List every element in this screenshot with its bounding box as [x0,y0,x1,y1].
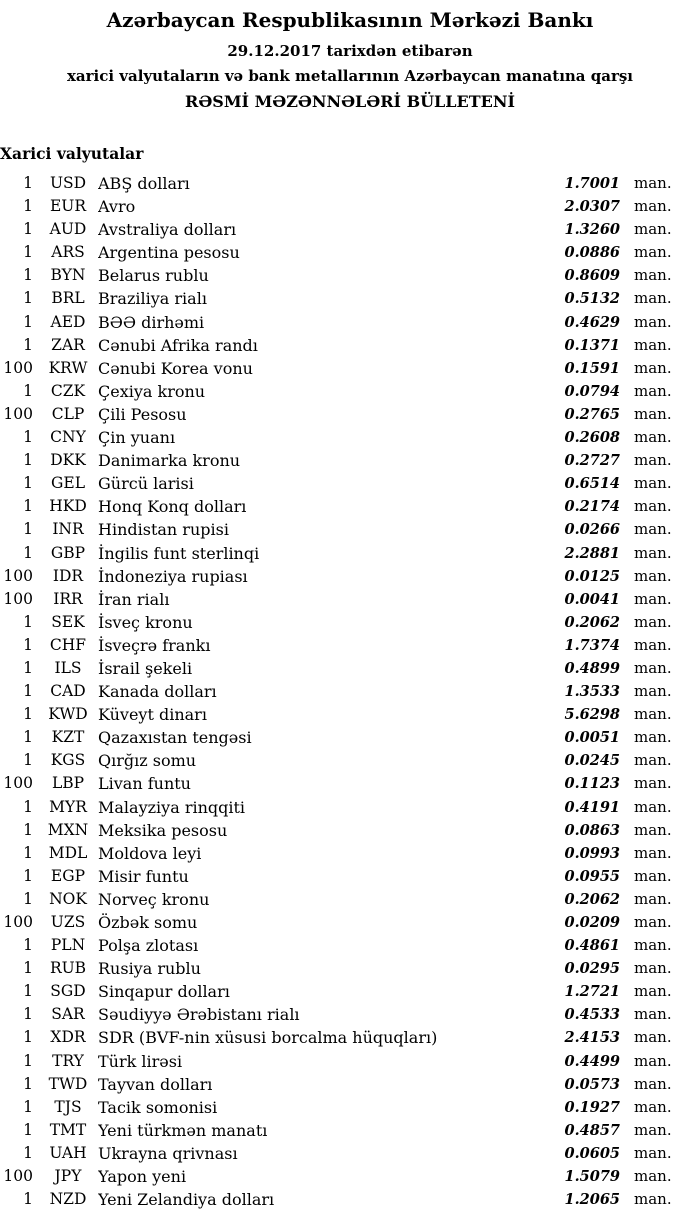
rate-value: 0.0245 [564,752,620,770]
rate-value: 0.2062 [564,613,620,631]
quantity: 1 [23,497,33,516]
quantity: 100 [3,774,33,793]
currency-name: Argentina pesosu [98,243,240,263]
currency-name: Gürcü larisi [98,474,194,494]
currency-code: BYN [50,266,86,285]
quantity: 1 [23,658,33,677]
currency-name: İsveçrə frankı [98,635,211,655]
rate-value: 0.0125 [564,567,620,585]
quantity: 1 [23,451,33,470]
quantity: 100 [3,1167,33,1186]
unit-label: man. [634,866,672,885]
currency-name: Türk lirəsi [98,1051,183,1071]
unit-label: man. [634,543,672,562]
rate-value: 5.6298 [564,706,620,724]
currency-code: GEL [51,474,85,493]
unit-label: man. [634,705,672,724]
quantity: 1 [23,820,33,839]
currency-code: KWD [48,705,88,724]
currency-name: Rusiya rublu [98,959,201,979]
quantity: 1 [23,197,33,216]
quantity: 1 [23,751,33,770]
unit-label: man. [634,220,672,239]
currency-code: AUD [49,220,87,239]
quantity: 100 [3,566,33,585]
currency-name: Qırğız somu [98,751,197,771]
quantity: 1 [23,543,33,562]
unit-label: man. [634,289,672,308]
rate-value: 1.2065 [564,1191,620,1209]
currency-code: HKD [49,497,87,516]
unit-label: man. [634,635,672,654]
rate-value: 0.4861 [564,937,620,955]
unit-label: man. [634,959,672,978]
rate-row [0,611,678,634]
currency-name: SDR (BVF-nin xüsusi borcalma hüquqları) [98,1028,438,1048]
rate-row [0,241,678,264]
rate-row [0,334,678,357]
rate-value: 0.4533 [564,1006,620,1024]
effective-date-line: 29.12.2017 tarixdən etibarən [227,42,473,60]
rate-value: 0.0863 [564,821,620,839]
rate-value: 0.5132 [564,290,620,308]
currency-code: DKK [50,451,86,470]
currency-name: Çexiya kronu [98,381,206,401]
quantity: 1 [23,428,33,447]
currency-name: Çili Pesosu [98,404,187,424]
unit-label: man. [634,1051,672,1070]
currency-code: NOK [49,889,87,908]
quantity: 1 [23,682,33,701]
rate-row [0,195,678,218]
unit-label: man. [634,197,672,216]
currency-code: MXN [47,820,89,839]
currency-name: İngilis funt sterlinqi [98,543,260,563]
rate-value: 0.0993 [564,844,620,862]
currency-code: MYR [49,797,87,816]
currency-code: UAH [49,1143,87,1162]
rate-value: 0.0209 [564,914,620,931]
quantity: 1 [23,1074,33,1093]
currency-name: Norveç kronu [98,889,210,909]
rate-row [0,518,678,541]
quantity: 100 [3,589,33,608]
unit-label: man. [634,820,672,839]
unit-label: man. [634,404,672,423]
quantity: 100 [3,358,33,377]
rate-row [0,657,678,680]
rate-value: 1.3533 [564,683,620,701]
rate-value: 0.0955 [564,867,620,885]
rate-row [0,449,678,472]
rate-value: 0.4499 [564,1052,620,1070]
currency-code: SGD [50,982,86,1001]
quantity: 1 [23,174,33,192]
quantity: 1 [23,705,33,724]
currency-code: XDR [50,1028,86,1047]
quantity: 1 [23,220,33,239]
quantity: 1 [23,335,33,354]
rate-row [0,1165,678,1188]
currency-code: MDL [48,843,88,862]
currency-name: Cənubi Afrika randı [98,335,258,355]
currency-name: Hindistan rupisi [98,520,229,540]
scope-line: xarici valyutaların və bank metallarının Azərbaycan manatına qarşı [66,67,634,85]
rate-value: 0.1591 [564,359,620,377]
rate-value: 0.2608 [564,429,620,447]
currency-name: Danimarka kronu [98,451,241,471]
currency-code: SAR [51,1005,85,1024]
quantity: 1 [23,1028,33,1047]
rate-row [0,865,678,888]
currency-code: NZD [49,1190,87,1209]
currency-name: Yeni Zelandiya dolları [98,1190,275,1210]
currency-code: KZT [51,728,85,747]
currency-name: Tacik somonisi [98,1097,218,1117]
currency-name: İsrail şekeli [98,658,193,678]
rate-row [0,1096,678,1119]
rate-row [0,264,678,287]
quantity: 1 [23,728,33,747]
currency-name: Özbək somu [98,913,198,932]
rate-row [0,1003,678,1026]
rate-value: 0.1123 [564,775,620,793]
unit-label: man. [634,266,672,285]
quantity: 100 [3,404,33,423]
rate-value: 2.2881 [564,544,620,562]
rate-row [0,726,678,749]
rate-value: 0.0266 [564,521,620,539]
currency-code: INR [52,520,84,539]
unit-label: man. [634,913,672,931]
currency-name: Moldova leyi [98,843,202,863]
unit-label: man. [634,589,672,608]
quantity: 1 [23,381,33,400]
unit-label: man. [634,658,672,677]
rate-value: 0.8609 [564,267,620,285]
currency-name: Misir funtu [98,866,189,886]
bulletin-title: RƏSMİ MƏZƏNNƏLƏRİ BÜLLETENİ [185,92,515,111]
unit-label: man. [634,335,672,354]
unit-label: man. [634,774,672,793]
currency-code: EUR [49,197,87,216]
bank-title: Azərbaycan Respublikasının Mərkəzi Bankı [106,8,594,32]
exchange-rates-table [0,172,700,1211]
rate-value: 0.2062 [564,890,620,908]
currency-code: TMT [49,1120,87,1139]
rate-row [0,1073,678,1096]
quantity: 1 [23,1120,33,1139]
unit-label: man. [634,728,672,747]
quantity: 1 [23,266,33,285]
rate-row [0,357,678,380]
rate-value: 1.7374 [564,636,620,654]
currency-code: CAD [50,682,86,701]
quantity: 1 [23,1051,33,1070]
unit-label: man. [634,889,672,908]
currency-name: Braziliya rialı [98,289,207,309]
currency-name: Yapon yeni [98,1167,187,1187]
rate-row [0,380,678,403]
currency-code: PLN [50,936,86,955]
quantity: 1 [23,1005,33,1024]
unit-label: man. [634,312,672,331]
quantity: 100 [3,913,33,931]
rate-row [0,888,678,911]
quantity: 1 [23,1097,33,1116]
rate-value: 0.1927 [564,1098,620,1116]
rate-row [0,218,678,241]
rate-row [0,842,678,865]
currency-code: CNY [50,428,86,447]
unit-label: man. [634,843,672,862]
unit-label: man. [634,428,672,447]
rate-value: 2.4153 [564,1029,620,1047]
quantity: 1 [23,889,33,908]
rate-value: 0.0295 [564,960,620,978]
rate-row [0,565,678,588]
unit-label: man. [634,451,672,470]
rate-row [0,403,678,426]
rate-value: 0.0573 [564,1075,620,1093]
quantity: 1 [23,1190,33,1209]
rate-row [0,911,678,934]
currency-name: Avstraliya dolları [98,220,237,240]
quantity: 1 [23,243,33,262]
currency-name: Kanada dolları [98,682,217,702]
unit-label: man. [634,497,672,516]
unit-label: man. [634,381,672,400]
rate-value: 0.2765 [564,405,620,423]
quantity: 1 [23,1143,33,1162]
rate-value: 1.5079 [564,1168,620,1186]
rate-value: 0.4629 [564,313,620,331]
rate-value: 0.6514 [564,475,620,493]
unit-label: man. [634,174,672,192]
currency-name: Yeni türkmən manatı [98,1120,268,1140]
currency-name: Qazaxıstan tengəsi [98,728,252,748]
unit-label: man. [634,751,672,770]
unit-label: man. [634,1097,672,1116]
rate-value: 0.2727 [564,452,620,470]
currency-code: KGS [50,751,86,770]
currency-name: Belarus rublu [98,266,209,286]
currency-code: IRR [53,589,83,608]
currency-code: IDR [52,566,84,585]
rate-row [0,819,678,842]
currency-code: TRY [52,1051,84,1070]
currency-name: Ukrayna qrivnası [98,1143,238,1163]
currency-name: Çin yuanı [98,428,176,448]
rate-row [0,980,678,1003]
rate-row [0,472,678,495]
rate-row [0,749,678,772]
rate-value: 0.4899 [564,659,620,677]
currency-code: CHF [49,635,87,654]
rate-row [0,1142,678,1165]
rate-row [0,796,678,819]
quantity: 1 [23,982,33,1001]
quantity: 1 [23,312,33,331]
rate-value: 0.2174 [564,498,620,516]
rate-row [0,542,678,565]
currency-name: Küveyt dinarı [98,705,207,725]
rate-value: 2.0307 [564,198,620,216]
currency-name: Sinqapur dolları [98,982,230,1002]
unit-label: man. [634,1074,672,1093]
currency-name: Polşa zlotası [98,936,199,956]
currency-code: CLP [51,404,85,423]
unit-label: man. [634,1143,672,1162]
rate-value: 0.1371 [564,336,620,354]
unit-label: man. [634,358,672,377]
quantity: 1 [23,635,33,654]
rate-row [0,1188,678,1211]
currency-name: İndoneziya rupiası [98,566,248,586]
rate-row [0,957,678,980]
rate-value: 0.4191 [564,798,620,816]
currency-code: TWD [48,1074,88,1093]
quantity: 1 [23,843,33,862]
currency-code: AED [50,312,86,331]
currency-code: ILS [54,658,82,677]
currency-name: Tayvan dolları [98,1074,213,1094]
unit-label: man. [634,982,672,1001]
rate-row [0,1050,678,1073]
rate-value: 0.0605 [564,1144,620,1162]
unit-label: man. [634,520,672,539]
rate-row [0,772,678,795]
quantity: 1 [23,797,33,816]
currency-name: İran rialı [98,589,170,609]
currency-name: ABŞ dolları [98,174,190,193]
rate-row [0,680,678,703]
rate-value: 1.2721 [564,983,620,1001]
rate-value: 0.0051 [564,729,620,747]
rate-row [0,703,678,726]
rate-row [0,1026,678,1049]
currency-name: Malayziya rinqqiti [98,797,246,817]
rate-value: 0.0886 [564,244,620,262]
rate-row [0,172,678,195]
currency-code: ARS [51,243,85,262]
rate-value: 1.7001 [564,175,620,192]
quantity: 1 [23,936,33,955]
currency-code: BRL [51,289,85,308]
rate-value: 0.0041 [564,590,620,608]
currency-name: BƏƏ dirhəmi [98,312,205,332]
rate-row [0,495,678,518]
rate-row [0,934,678,957]
rate-row [0,287,678,310]
section-title-foreign-currencies: Xarici valyutalar [0,144,144,163]
currency-name: Honq Konq dolları [98,497,247,517]
currency-code: ZAR [51,335,85,354]
rate-value: 0.4857 [564,1121,620,1139]
currency-code: SEK [51,612,85,631]
rate-row [0,311,678,334]
unit-label: man. [634,1120,672,1139]
quantity: 1 [23,474,33,493]
unit-label: man. [634,243,672,262]
unit-label: man. [634,612,672,631]
rate-row [0,426,678,449]
currency-name: İsveç kronu [98,612,193,632]
quantity: 1 [23,959,33,978]
currency-code: JPY [54,1167,82,1186]
unit-label: man. [634,1028,672,1047]
currency-code: CZK [50,381,86,400]
currency-code: EGP [50,866,86,885]
currency-name: Livan funtu [98,774,191,794]
rate-value: 0.0794 [564,382,620,400]
unit-label: man. [634,1167,672,1186]
currency-name: Avro [98,197,136,217]
currency-code: LBP [51,774,85,793]
currency-name: Cənubi Korea vonu [98,358,253,378]
unit-label: man. [634,1005,672,1024]
currency-code: TJS [54,1097,82,1116]
rate-row [0,634,678,657]
unit-label: man. [634,682,672,701]
currency-code: GBP [50,543,86,562]
currency-name: Səudiyyə Ərəbistanı rialı [98,1005,300,1025]
quantity: 1 [23,612,33,631]
unit-label: man. [634,797,672,816]
unit-label: man. [634,936,672,955]
currency-code: KRW [48,358,88,377]
quantity: 1 [23,520,33,539]
currency-code: UZS [50,913,86,931]
rate-row [0,588,678,611]
currency-name: Meksika pesosu [98,820,228,840]
unit-label: man. [634,566,672,585]
quantity: 1 [23,866,33,885]
rate-value: 1.3260 [564,221,620,239]
currency-code: RUB [49,959,87,978]
rate-row [0,1119,678,1142]
unit-label: man. [634,474,672,493]
currency-code: USD [49,174,87,192]
quantity: 1 [23,289,33,308]
unit-label: man. [634,1190,672,1209]
